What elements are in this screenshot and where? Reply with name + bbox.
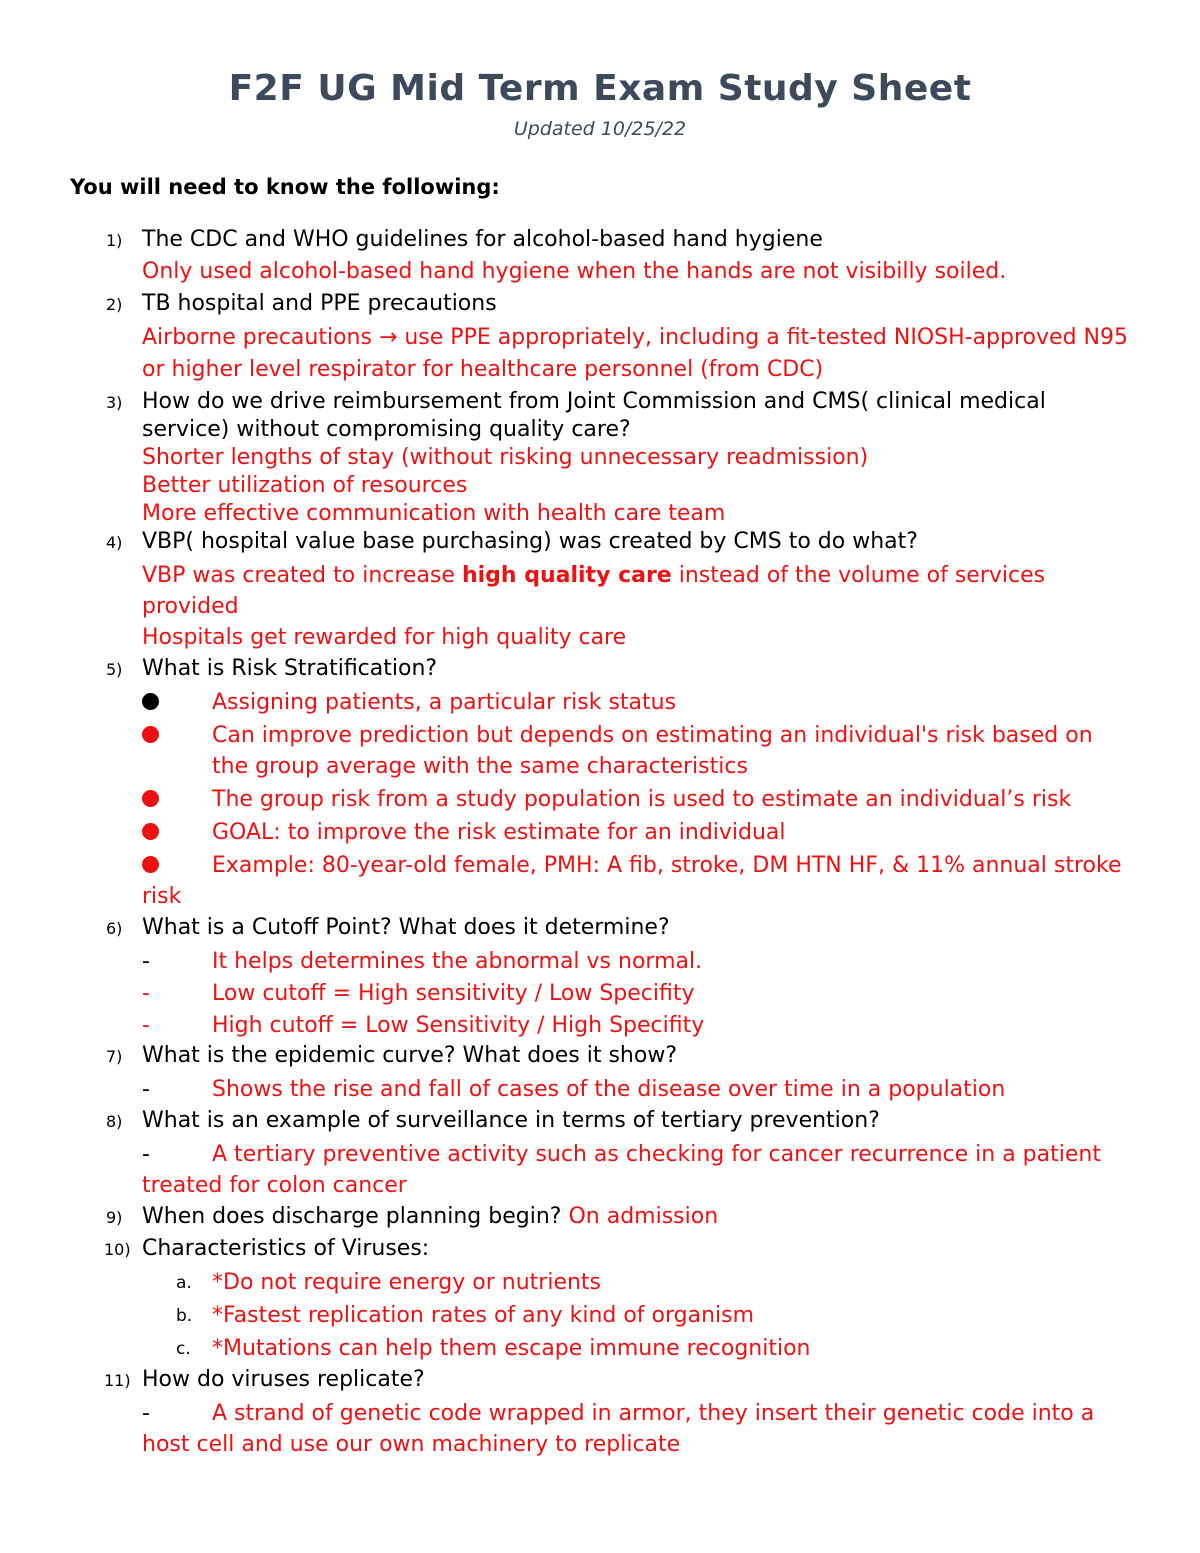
answer-text: On admission	[568, 1204, 719, 1229]
bullet-icon	[142, 784, 212, 815]
bullet-icon	[142, 720, 159, 751]
lettered-item	[0, 1300, 1200, 1331]
bullet-item	[0, 720, 1200, 782]
question-number: 8)	[106, 1112, 123, 1131]
question-text: When does discharge planning begin?	[142, 1204, 569, 1229]
question-5	[0, 655, 1200, 683]
dash-marker: -	[142, 949, 150, 974]
dash-item	[0, 1010, 1200, 1041]
dash-item	[0, 946, 1200, 977]
bullet-item	[0, 850, 1200, 912]
lettered-item	[0, 1333, 1200, 1364]
dash-text: Low cutoff = High sensitivity / Low Specifity	[212, 981, 695, 1006]
bullet-item	[0, 817, 1200, 848]
bullet-text: Example: 80-year-old female, PMH: A fib, stroke, DM HTN HF, & 11% annual stroke risk	[142, 853, 1122, 909]
question-number: 9)	[106, 1208, 123, 1227]
question-1	[0, 226, 1200, 254]
lettered-item	[0, 1267, 1200, 1298]
lettered-text: *Mutations can help them escape immune recognition	[212, 1336, 811, 1361]
letter-marker: a.	[176, 1273, 192, 1293]
dash-text: Shows the rise and fall of cases of the disease over time in a population	[212, 1077, 1006, 1102]
question-6	[0, 914, 1200, 942]
lettered-text: *Fastest replication rates of any kind of organism	[212, 1303, 755, 1328]
question-text: TB hospital and PPE precautions	[142, 291, 497, 316]
dash-text: High cutoff = Low Sensitivity / High Specifity	[212, 1013, 705, 1038]
question-3	[0, 388, 1200, 444]
question-text: How do we drive reimbursement from Joint Commission and CMS( clinical medical service) without compromising quality care?	[142, 389, 1046, 442]
question-number: 5)	[106, 660, 123, 679]
answer-part: instead of the volume of services provided	[142, 563, 1046, 619]
lettered-text: *Do not require energy or nutrients	[212, 1270, 602, 1295]
question-9	[0, 1203, 1200, 1231]
question-number: 11)	[104, 1371, 131, 1390]
question-text: VBP( hospital value base purchasing) was created by CMS to do what?	[142, 529, 918, 554]
answer-text: Airborne precautions → use PPE appropriately, including a fit-tested NIOSH-approved N95 or higher level respirator for healthcare personnel (from CDC)	[142, 325, 1128, 382]
question-11	[0, 1366, 1200, 1394]
bullet-text: The group risk from a study population is used to estimate an individual’s risk	[212, 787, 1072, 812]
letter-marker: c.	[176, 1339, 191, 1359]
question-10	[0, 1235, 1200, 1263]
question-7	[0, 1042, 1200, 1070]
answer-text: Only used alcohol-based hand hygiene when the hands are not visibilly soiled.	[142, 259, 1007, 284]
question-number: 4)	[106, 533, 123, 552]
bullet-icon	[142, 687, 159, 718]
answer-text	[0, 560, 1200, 622]
dash-text: It helps determines the abnormal vs normal.	[212, 949, 703, 974]
question-list	[0, 226, 1200, 1460]
question-text: How do viruses replicate?	[142, 1367, 425, 1392]
answer-emphasis: high quality care	[461, 563, 672, 588]
bullet-icon	[142, 817, 212, 848]
intro-heading: You will need to know the following:	[70, 175, 500, 199]
dash-text: A strand of genetic code wrapped in armor, they insert their genetic code into a host cell and use our own machinery to replicate	[142, 1401, 1095, 1457]
question-number: 6)	[106, 919, 123, 938]
question-number: 2)	[106, 295, 123, 314]
question-number: 3)	[106, 393, 123, 412]
dash-item	[0, 1398, 1200, 1460]
dash-marker: -	[142, 1077, 150, 1102]
answer-text: More effective communication with health care team	[142, 501, 726, 526]
bullet-text: Can improve prediction but depends on estimating an individual's risk based on the group average with the same characteristics	[212, 723, 1093, 779]
question-text: What is the epidemic curve? What does it show?	[142, 1043, 677, 1068]
answer-part: VBP was created to increase	[142, 563, 462, 588]
answer-text: Shorter lengths of stay (without risking unnecessary readmission)	[142, 445, 869, 470]
bullet-text: GOAL: to improve the risk estimate for an individual	[212, 820, 786, 845]
question-2	[0, 290, 1200, 318]
bullet-text: Assigning patients, a particular risk status	[212, 690, 677, 715]
page-title: F2F UG Mid Term Exam Study Sheet	[228, 68, 972, 109]
question-text: What is Risk Stratification?	[142, 656, 438, 681]
answer-text: Hospitals get rewarded for high quality care	[142, 625, 627, 650]
dash-marker: -	[142, 1401, 150, 1426]
question-text: What is a Cutoff Point? What does it determine?	[142, 915, 670, 940]
dash-item	[0, 978, 1200, 1009]
question-text: The CDC and WHO guidelines for alcohol-based hand hygiene	[142, 227, 823, 252]
bullet-icon	[142, 850, 212, 881]
question-number: 1)	[106, 231, 123, 250]
dash-text: A tertiary preventive activity such as checking for cancer recurrence in a patient treated for colon cancer	[142, 1142, 1101, 1198]
dash-item	[0, 1074, 1200, 1105]
dash-marker: -	[142, 1013, 150, 1038]
letter-marker: b.	[176, 1306, 193, 1326]
bullet-item	[0, 784, 1200, 815]
question-number: 7)	[106, 1047, 123, 1066]
dash-marker: -	[142, 981, 150, 1006]
question-text: Characteristics of Viruses:	[142, 1236, 430, 1261]
question-number: 10)	[104, 1240, 131, 1259]
answer-text: Better utilization of resources	[142, 473, 468, 498]
dash-item	[0, 1139, 1200, 1201]
question-4	[0, 528, 1200, 556]
page-subtitle: Updated 10/25/22	[513, 118, 687, 140]
question-text: What is an example of surveillance in terms of tertiary prevention?	[142, 1108, 880, 1133]
dash-marker: -	[142, 1142, 150, 1167]
bullet-item	[0, 687, 1200, 718]
question-8	[0, 1107, 1200, 1135]
